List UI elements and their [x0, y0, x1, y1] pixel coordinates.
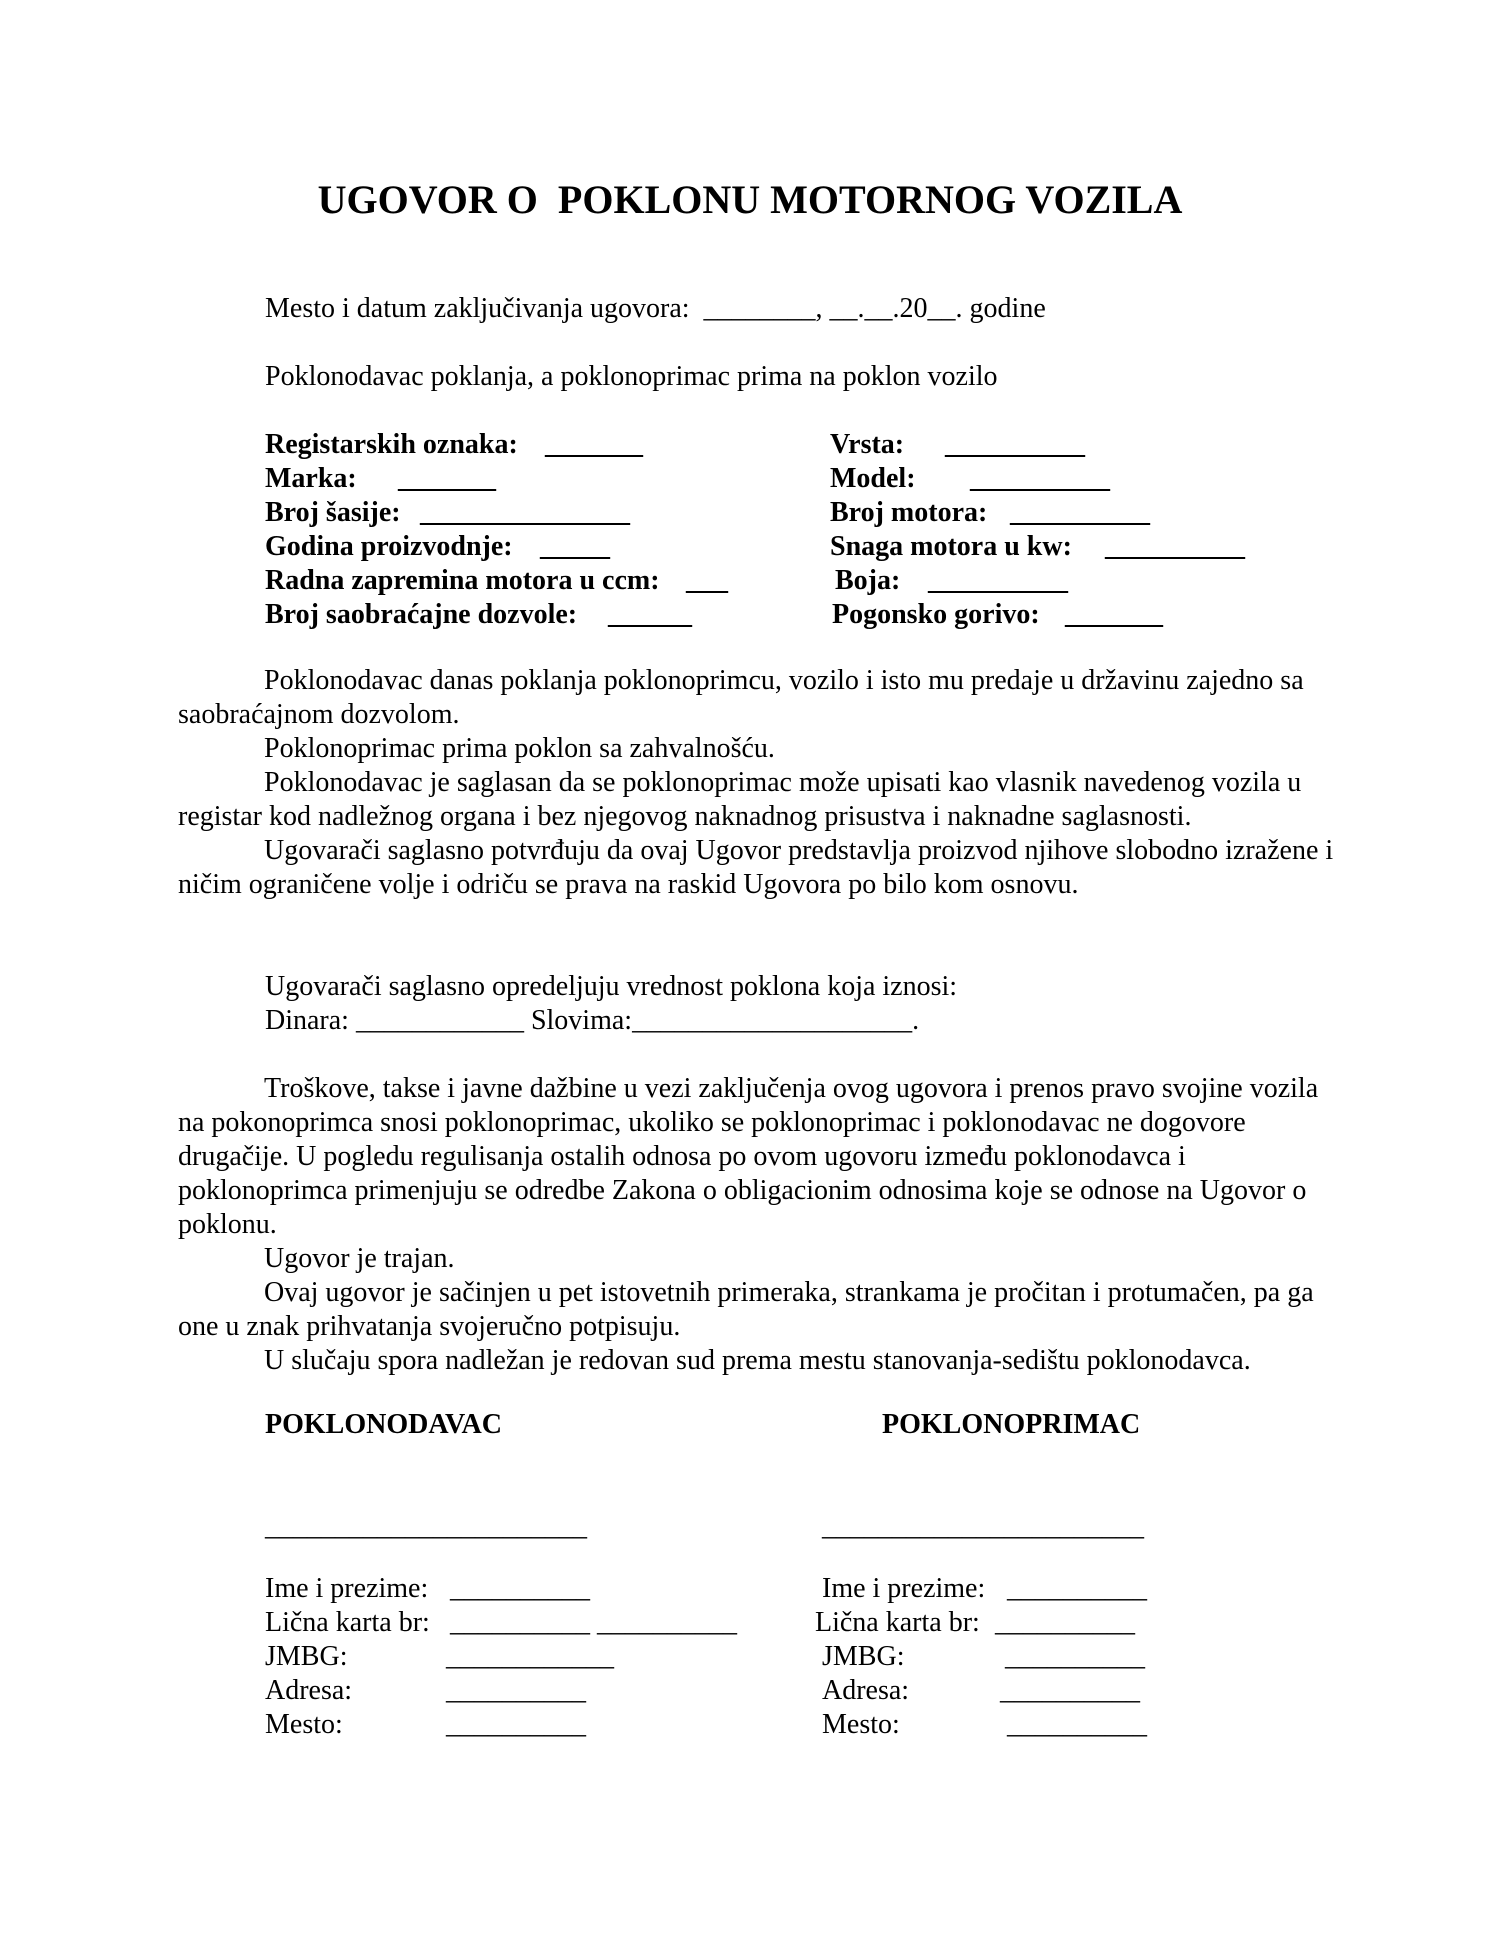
value-line-1: Ugovarači saglasno opredeljuju vrednost poklona koja iznosi:: [265, 971, 958, 1002]
body-paragraphs: [178, 664, 1338, 902]
party-left-id-blank: __________ __________: [450, 1607, 737, 1638]
dozvola-blank: ______: [608, 599, 692, 630]
paragraph-jurisdiction: U slučaju spora nadležan je redovan sud prema mestu stanovanja-sedištu poklonodavca.: [264, 1345, 1251, 1376]
party-right-name-blank: __________: [1007, 1573, 1147, 1604]
paragraph-free-will: Ugovarači saglasno potvrđuju da ovaj Ugovor predstavlja proizvod njihove slobodno izražene i ničim ograničene volje i odriču se prava na raskid Ugovora po bilo kom osnovu.: [178, 835, 1334, 900]
model-blank: __________: [970, 463, 1110, 494]
motor-blank: __________: [1010, 497, 1150, 528]
party-left-address-blank: __________: [446, 1675, 586, 1706]
sasija-label: Broj šasije:: [265, 497, 401, 528]
zapremina-blank: ___: [686, 565, 728, 596]
snaga-label: Snaga motora u kw:: [830, 531, 1072, 562]
party-right-place-blank: __________: [1007, 1709, 1147, 1740]
marka-label: Marka:: [265, 463, 357, 494]
dozvola-label: Broj saobraćajne dozvole:: [265, 599, 578, 630]
party-left-address-label: Adresa:: [265, 1675, 353, 1706]
motor-label: Broj motora:: [830, 497, 988, 528]
party-right-jmbg-blank: __________: [1005, 1641, 1145, 1672]
paragraph-delivery: Poklonodavac danas poklanja poklonoprimcu, vozilo i isto mu predaje u državinu zajedno sa saobraćajnom dozvolom.: [178, 665, 1304, 730]
godina-blank: _____: [540, 531, 610, 562]
vrsta-blank: __________: [945, 429, 1085, 460]
party-right-jmbg-label: JMBG:: [822, 1641, 905, 1672]
party-right-place-label: Mesto:: [822, 1709, 900, 1740]
party-right-address-label: Adresa:: [822, 1675, 910, 1706]
party-right-signature-line: _______________________: [822, 1511, 1144, 1542]
sasija-blank: _______________: [420, 497, 630, 528]
paragraph-duration: Ugovor je trajan.: [264, 1243, 455, 1274]
gorivo-blank: _______: [1065, 599, 1163, 630]
party-left-place-label: Mesto:: [265, 1709, 343, 1740]
boja-label: Boja:: [835, 565, 901, 596]
model-label: Model:: [830, 463, 916, 494]
party-left-name-blank: __________: [450, 1573, 590, 1604]
paragraph-copies: Ovaj ugovor je sačinjen u pet istovetnih primeraka, strankama je pročitan i protumačen, pa ga one u znak prihvatanja svojeručno potpisuju.: [178, 1277, 1314, 1342]
document-title: UGOVOR O POKLONU MOTORNOG VOZILA: [317, 177, 1183, 222]
reg-label: Registarskih oznaka:: [265, 429, 518, 460]
party-right-name-label: Ime i prezime:: [822, 1573, 986, 1604]
snaga-blank: __________: [1105, 531, 1245, 562]
intro-line: Poklonodavac poklanja, a poklonoprimac prima na poklon vozilo: [265, 361, 998, 392]
party-left-id-label: Lična karta br:: [265, 1607, 430, 1638]
party-left-jmbg-label: JMBG:: [265, 1641, 348, 1672]
reg-blank: _______: [545, 429, 643, 460]
closing-paragraphs: [178, 1072, 1338, 1378]
party-left-name-label: Ime i prezime:: [265, 1573, 429, 1604]
party-right-id-blank: __________: [995, 1607, 1135, 1638]
place-date-line: Mesto i datum zaključivanja ugovora: ________, __.__.20__. godine: [265, 293, 1046, 324]
party-right-id-label: Lična karta br:: [815, 1607, 980, 1638]
party-right-heading: POKLONOPRIMAC: [882, 1409, 1141, 1440]
boja-blank: __________: [928, 565, 1068, 596]
gorivo-label: Pogonsko gorivo:: [832, 599, 1040, 630]
marka-blank: _______: [398, 463, 496, 494]
zapremina-label: Radna zapremina motora u ccm:: [265, 565, 660, 596]
party-left-heading: POKLONODAVAC: [265, 1409, 503, 1440]
paragraph-registration: Poklonodavac je saglasan da se poklonoprimac može upisati kao vlasnik navedenog vozila u registar kod nadležnog organa i bez njegovog naknadnog prisustva i naknadne saglasnosti.: [178, 767, 1302, 832]
paragraph-costs: Troškove, takse i javne dažbine u vezi zaključenja ovog ugovora i prenos pravo svojine vozila na pokonoprimca snosi poklonoprimac, ukoliko se poklonoprimac i poklonodavac ne dogovore drugačije. U pogledu regulisanja ostalih odnosa po ovom ugovoru između poklonodavca i poklonoprimca primenjuju se odredbe Zakona o obligacionim odnosima koje se odnose na Ugovor o poklonu.: [178, 1073, 1319, 1240]
party-left-jmbg-blank: ____________: [446, 1641, 614, 1672]
value-line-2: Dinara: ____________ Slovima:____________________.: [265, 1005, 920, 1036]
party-left-signature-line: _______________________: [265, 1511, 587, 1542]
party-left-place-blank: __________: [446, 1709, 586, 1740]
godina-label: Godina proizvodnje:: [265, 531, 513, 562]
vrsta-label: Vrsta:: [830, 429, 905, 460]
paragraph-acceptance: Poklonoprimac prima poklon sa zahvalnošću.: [264, 733, 775, 764]
party-right-address-blank: __________: [1000, 1675, 1140, 1706]
